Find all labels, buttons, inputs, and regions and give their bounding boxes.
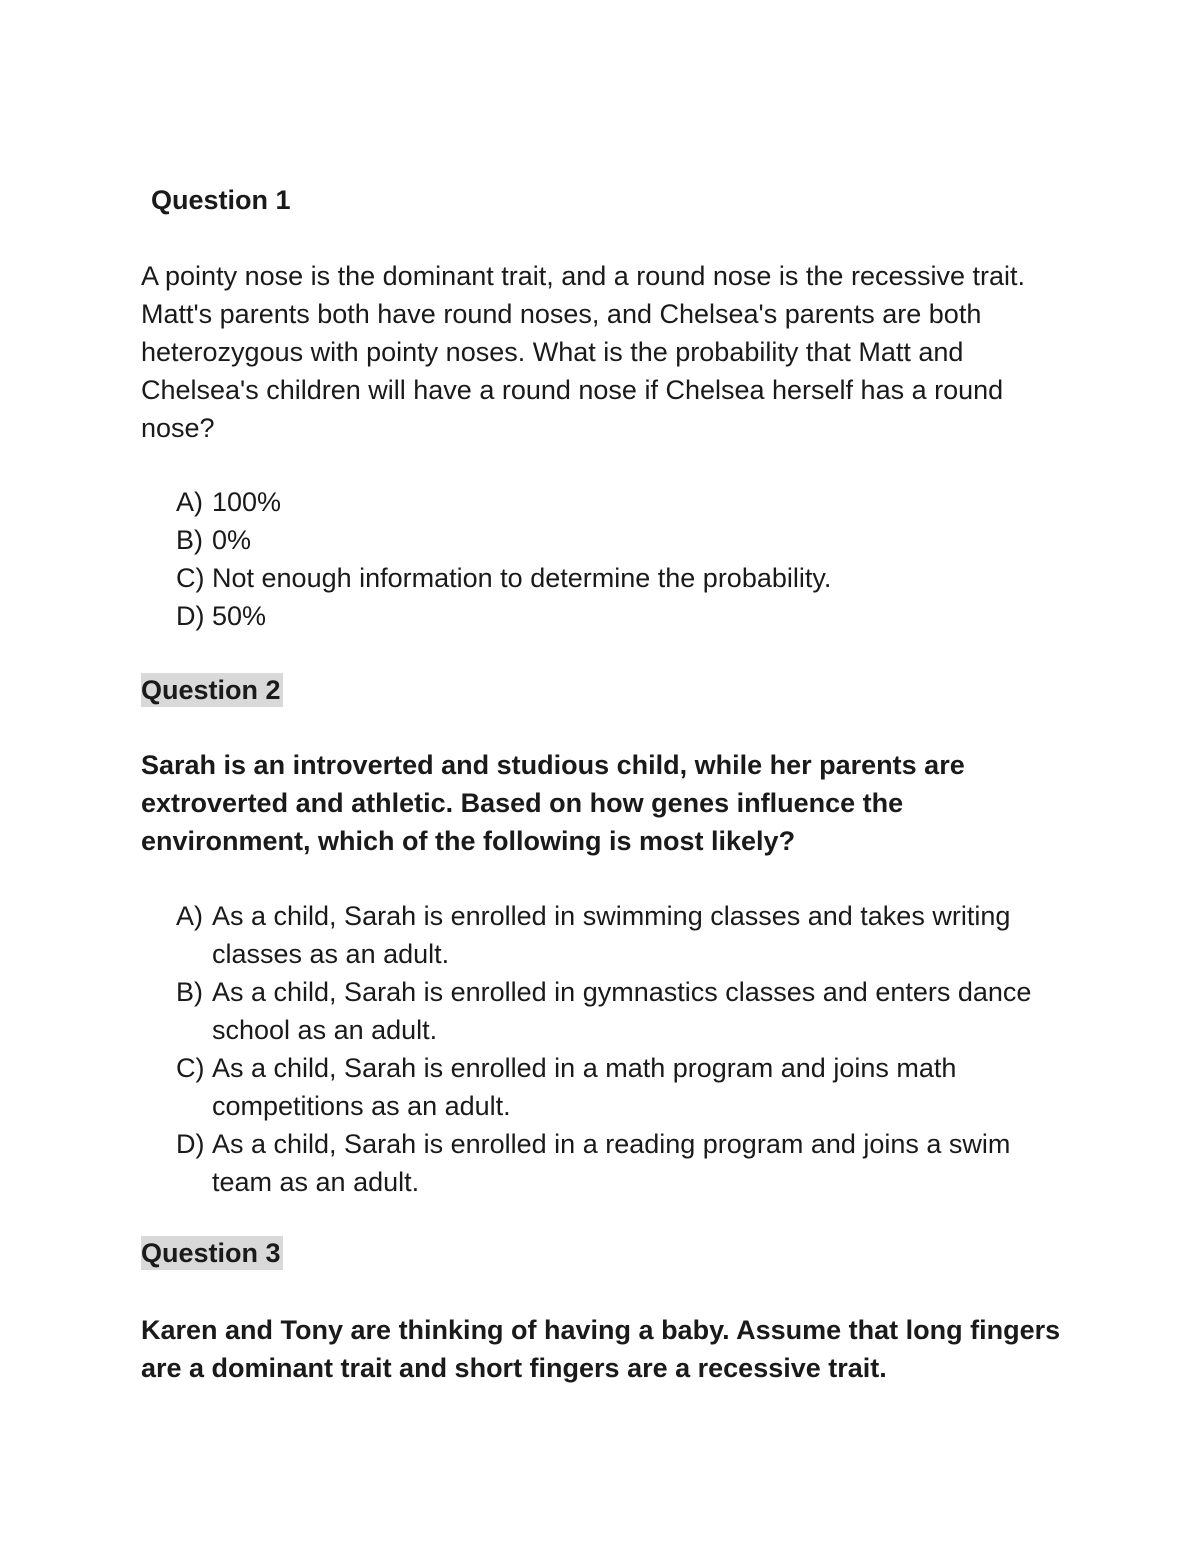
question-1-body: A pointy nose is the dominant trait, and a round nose is the recessive trait. Matt's parents both have round noses, and Chelsea's parents are both heterozygous with pointy noses. What is the probability that Matt and Chelsea's children will have a round nose if Chelsea herself has a round nose? bbox=[141, 261, 1025, 443]
option-text: As a child, Sarah is enrolled in a reading program and joins a swim team as an adult. bbox=[212, 1129, 1011, 1197]
option-text: As a child, Sarah is enrolled in swimming classes and takes writing classes as an adult. bbox=[212, 901, 1011, 969]
option-letter: A) bbox=[176, 901, 203, 931]
question-3-title: Question 3 bbox=[141, 1238, 281, 1268]
option-text: As a child, Sarah is enrolled in a math program and joins math competitions as an adult. bbox=[212, 1053, 957, 1121]
option-letter: C) bbox=[176, 1053, 205, 1083]
option-text: 0% bbox=[212, 525, 252, 555]
option-letter: C) bbox=[176, 563, 205, 593]
question-3-body: Karen and Tony are thinking of having a baby. Assume that long fingers are a dominant trait and short fingers are a recessive trait. bbox=[141, 1315, 1061, 1383]
question-2-body: Sarah is an introverted and studious child, while her parents are extroverted and athletic. Based on how genes influence the environment, which of the following is most likely? bbox=[141, 750, 965, 856]
option-item bbox=[176, 521, 1076, 559]
option-text: 100% bbox=[212, 487, 282, 517]
question-2-title: Question 2 bbox=[141, 675, 281, 705]
option-letter: B) bbox=[176, 525, 203, 555]
option-item bbox=[176, 559, 1076, 597]
option-item bbox=[176, 897, 1076, 973]
option-item bbox=[176, 597, 1076, 635]
option-text: Not enough information to determine the probability. bbox=[212, 563, 832, 593]
option-letter: D) bbox=[176, 1129, 205, 1159]
option-text: As a child, Sarah is enrolled in gymnastics classes and enters dance school as an adult. bbox=[212, 977, 1032, 1045]
option-letter: B) bbox=[176, 977, 203, 1007]
option-item bbox=[176, 1049, 1076, 1125]
question-1-options bbox=[176, 483, 1076, 635]
option-item bbox=[176, 483, 1076, 521]
option-letter: A) bbox=[176, 487, 203, 517]
option-letter: D) bbox=[176, 601, 205, 631]
question-1-title: Question 1 bbox=[151, 185, 291, 215]
question-2-options bbox=[176, 897, 1076, 1201]
option-item bbox=[176, 973, 1076, 1049]
option-item bbox=[176, 1125, 1076, 1201]
option-text: 50% bbox=[212, 601, 267, 631]
